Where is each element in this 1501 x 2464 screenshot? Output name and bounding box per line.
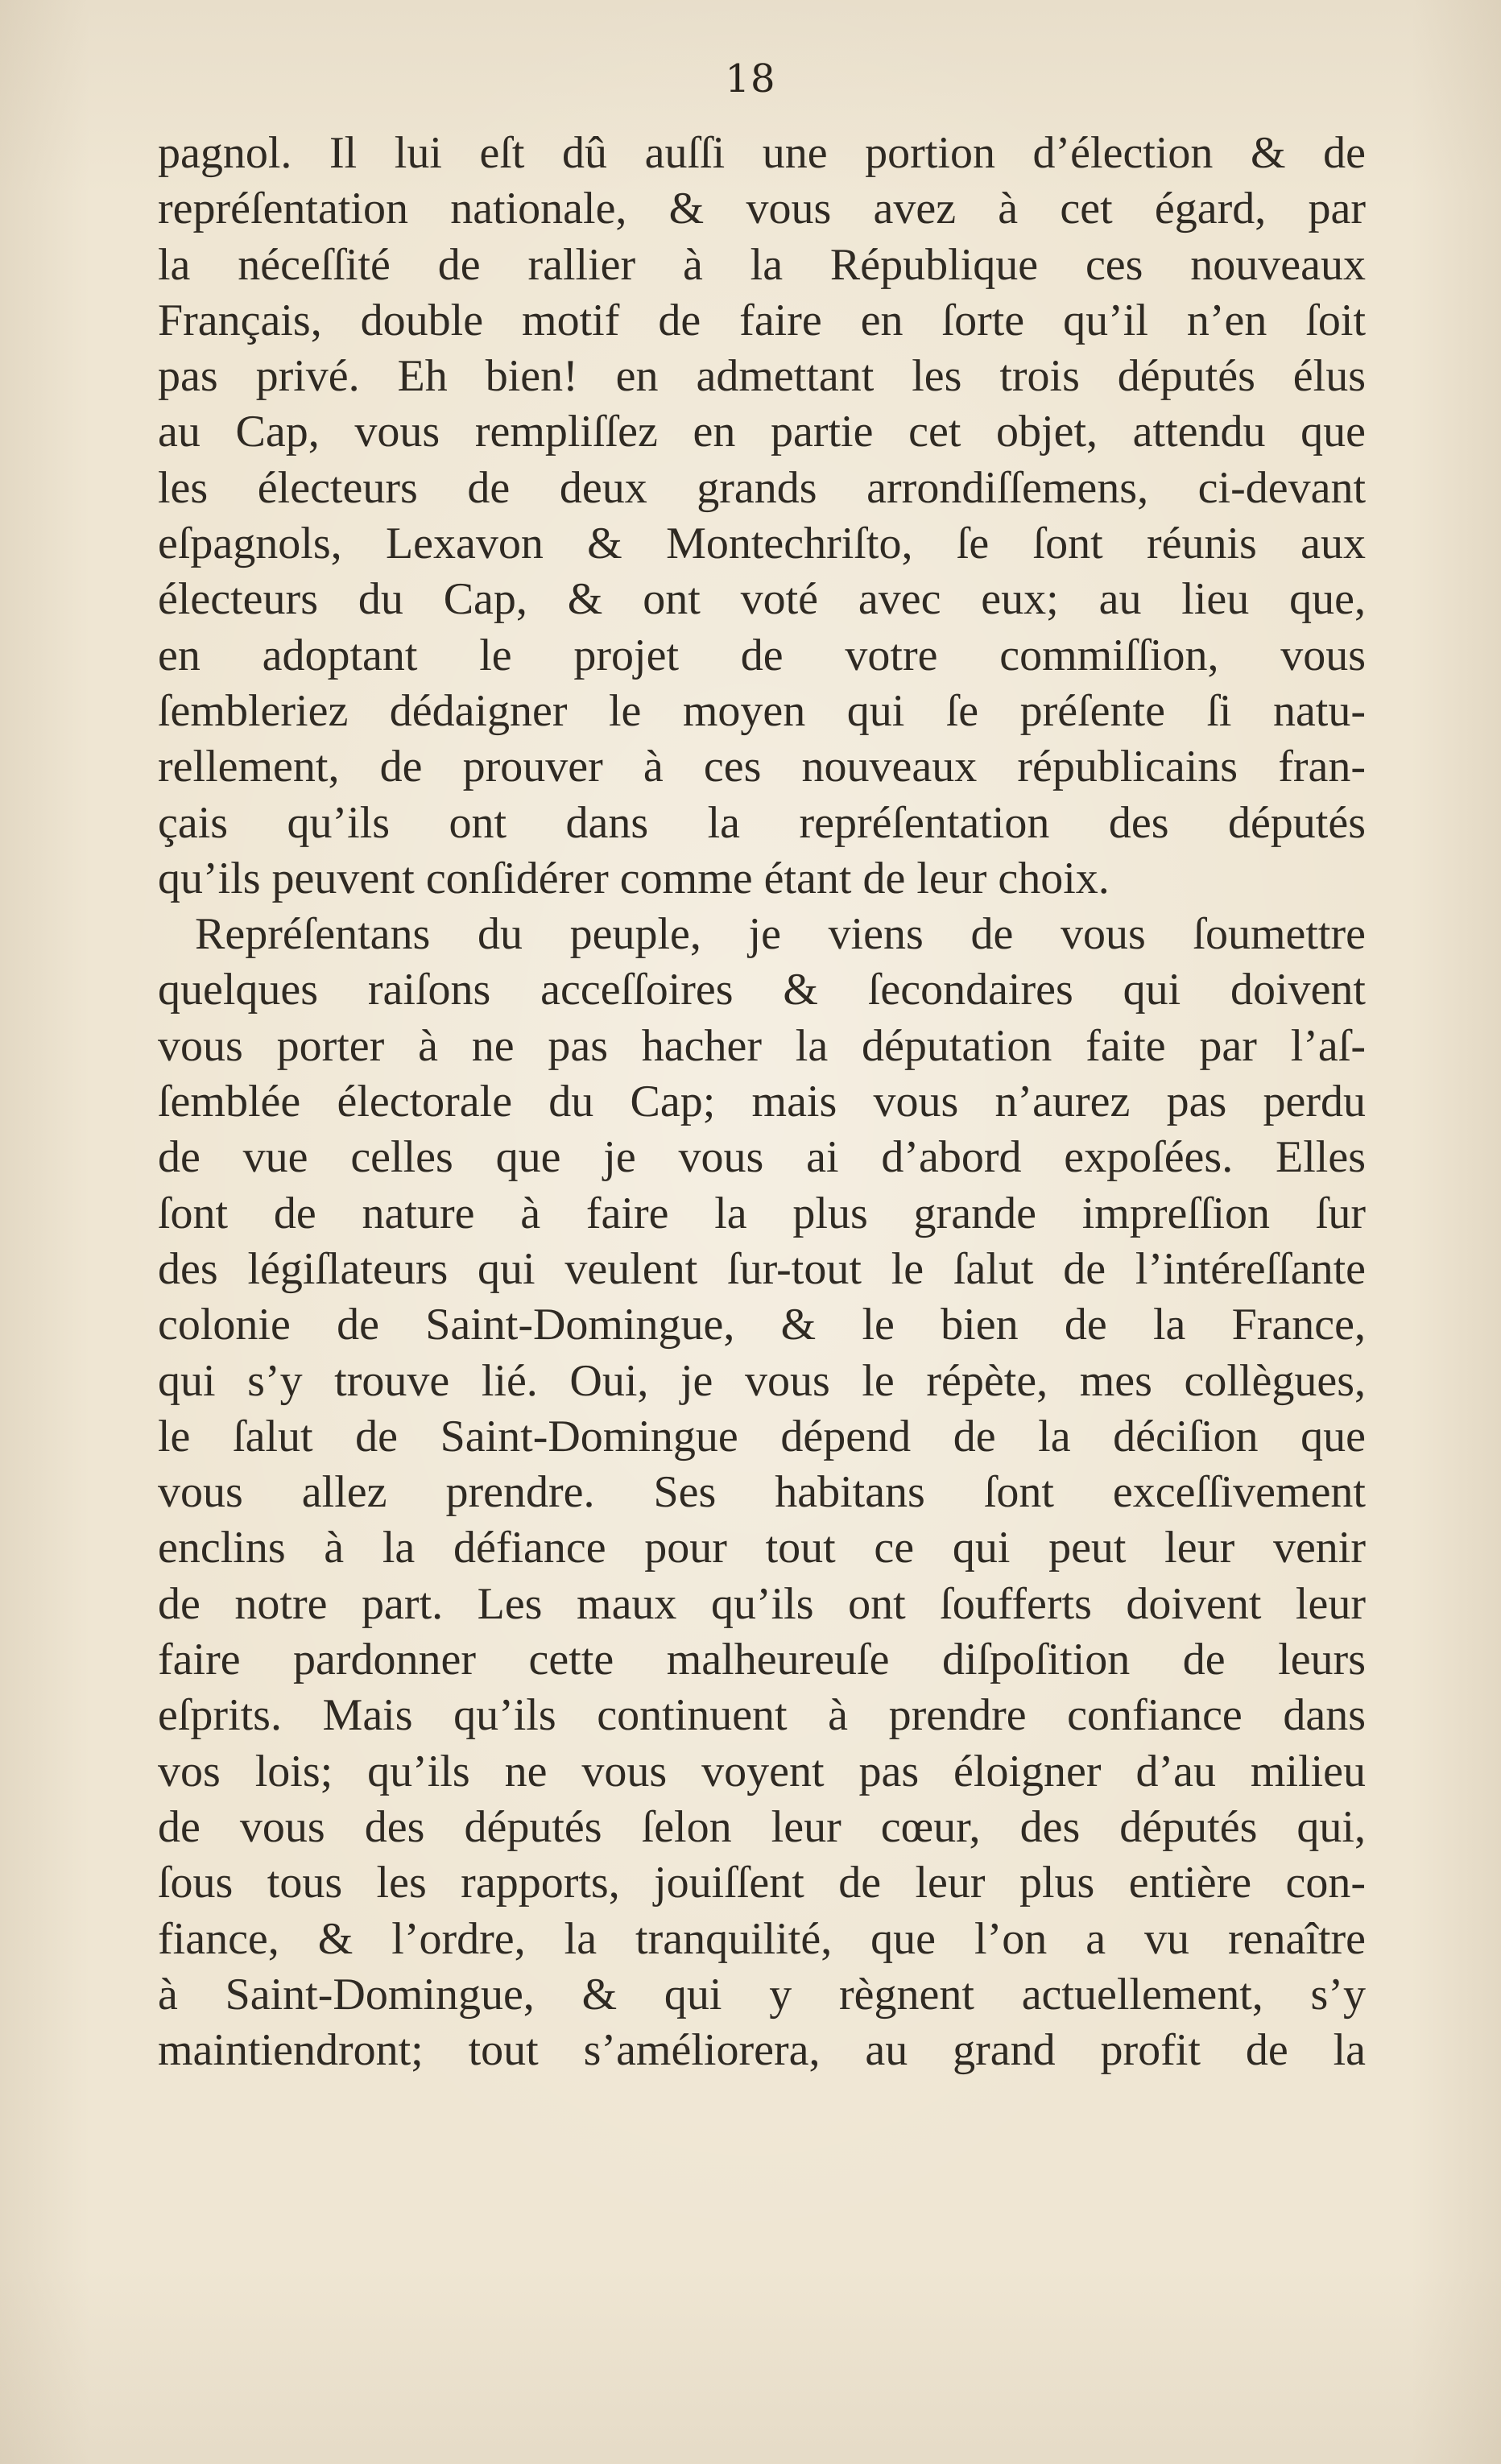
text-line: au Cap, vous rempliſſez en partie cet objet, attendu que [158,407,1366,457]
text-line: ſemblée électorale du Cap; mais vous n’aurez pas perdu [158,1077,1366,1127]
text-line: eſpagnols, Lexavon & Montechriſto, ſe ſont réunis aux [158,519,1366,569]
text-line: en adoptant le projet de votre commiſſion, vous [158,630,1366,680]
text-line: Repréſentans du peuple, je viens de vous ſoumettre [195,909,1366,960]
text-line: vous porter à ne pas hacher la députation faite par l’aſ- [158,1020,1366,1071]
text-line: çais qu’ils ont dans la repréſentation des députés [158,797,1366,848]
text-line: rellement, de prouver à ces nouveaux républicains fran- [158,742,1366,792]
text-line: des légiſlateurs qui veulent ſur-tout le ſalut de l’intéreſſante [158,1243,1366,1294]
text-line: qu’ils peuvent conſidérer comme étant de leur choix. [158,853,1110,903]
text-line: vous allez prendre. Ses habitans ſont exceſſivement [158,1467,1366,1518]
text-line: de notre part. Les maux qu’ils ont ſoufferts doivent leur [158,1578,1366,1629]
text-line: ſous tous les rapports, jouiſſent de leur plus entière con- [158,1858,1366,1908]
text-line: de vous des députés ſelon leur cœur, des députés qui, [158,1801,1366,1852]
body-text [158,126,1366,2078]
text-line: vos lois; qu’ils ne vous voyent pas éloigner d’au milieu [158,1746,1366,1796]
text-line: fiance, & l’ordre, la tranquilité, que l’on a vu renaître [158,1913,1366,1964]
text-line: colonie de Saint-Domingue, & le bien de la France, [158,1300,1366,1350]
text-line: faire pardonner cette malheureuſe diſpoſition de leurs [158,1635,1366,1685]
text-line: ſont de nature à faire la plus grande impreſſion ſur [158,1188,1366,1238]
page-number: 18 [725,56,776,101]
text-line: pas privé. Eh bien! en admettant les trois députés élus [158,351,1366,402]
text-line: quelques raiſons acceſſoires & ſecondaires qui doivent [158,965,1366,1015]
text-line: enclins à la défiance pour tout ce qui peut leur venir [158,1523,1366,1573]
text-line: les électeurs de deux grands arrondiſſemens, ci-devant [158,462,1366,513]
text-line: repréſentation nationale, & vous avez à cet égard, par [158,184,1366,234]
text-line: à Saint-Domingue, & qui y règnent actuellement, s’y [158,1969,1366,2020]
text-line: la néceſſité de rallier à la République ces nouveaux [158,239,1366,290]
text-line: de vue celles que je vous ai d’abord expoſées. Elles [158,1132,1366,1183]
text-line: électeurs du Cap, & ont voté avec eux; au lieu que, [158,574,1366,625]
text-line: le ſalut de Saint-Domingue dépend de la déciſion que [158,1411,1366,1461]
text-line: qui s’y trouve lié. Oui, je vous le répète, mes collègues, [158,1355,1366,1406]
text-line: Français, double motif de faire en ſorte qu’il n’en ſoit [158,295,1366,345]
text-line: pagnol. Il lui eſt dû auſſi une portion d’élection & de [158,128,1366,178]
text-line: maintiendront; tout s’améliorera, au grand profit de la [158,2025,1366,2076]
text-line: eſprits. Mais qu’ils continuent à prendre confiance dans [158,1690,1366,1741]
text-line: ſembleriez dédaigner le moyen qui ſe préſente ſi natu- [158,685,1366,736]
